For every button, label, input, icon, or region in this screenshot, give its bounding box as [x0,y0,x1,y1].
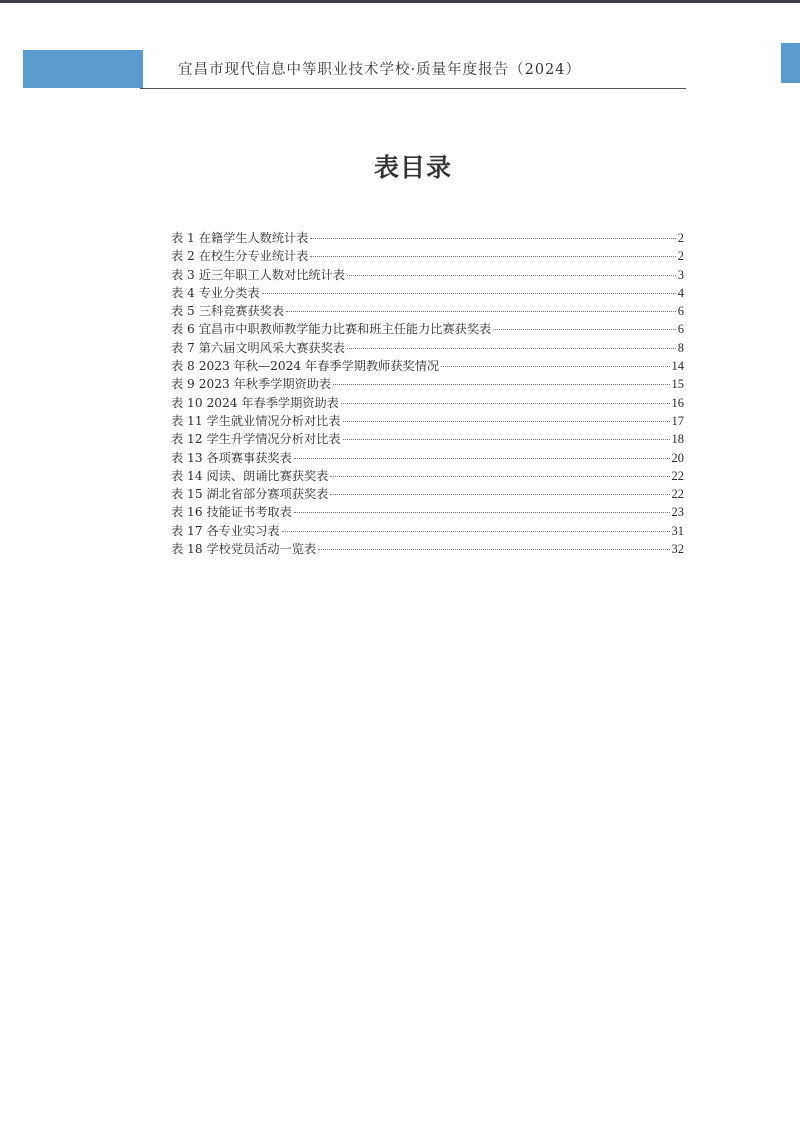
toc-dot-leader [330,476,669,477]
toc-entry-label: 表 1 在籍学生人数统计表 [171,231,309,245]
toc-entry[interactable] [171,357,684,375]
header-rule [140,88,686,89]
toc-entry[interactable] [171,266,684,284]
toc-entry[interactable] [171,522,684,540]
toc-entry-label: 表 15 湖北省部分赛项获奖表 [171,487,329,502]
scan-top-edge [0,0,800,3]
toc-entry-label: 表 3 近三年职工人数对比统计表 [171,267,345,282]
toc-entry[interactable] [171,229,684,247]
table-of-tables [171,229,684,558]
toc-dot-leader [441,366,669,367]
toc-dot-leader [493,329,676,330]
toc-dot-leader [286,311,676,312]
toc-entry-page-number: 20 [671,450,684,465]
toc-entry-page-number: 8 [677,340,684,355]
toc-entry-label: 表 10 2024 年春季学期资助表 [171,395,339,410]
toc-entry[interactable] [171,430,684,448]
toc-entry-page-number: 15 [671,377,684,392]
toc-entry-page-number: 2 [677,231,684,245]
toc-entry[interactable] [171,485,684,503]
toc-entry-label: 表 5 三科竞赛获奖表 [171,304,285,319]
toc-entry-page-number: 14 [671,359,684,374]
toc-dot-leader [282,531,670,532]
toc-dot-leader [347,348,676,349]
running-header-title: 宜昌市现代信息中等职业技术学校·质量年度报告（2024） [178,62,582,78]
toc-entry-label: 表 17 各专业实习表 [171,523,280,538]
toc-entry[interactable] [171,302,684,320]
header-accent-block-right [781,43,800,83]
header-accent-block-left [23,50,143,88]
toc-entry-label: 表 2 在校生分专业统计表 [171,249,309,264]
toc-entry[interactable] [171,320,684,338]
toc-dot-leader [330,494,669,495]
toc-entry-label: 表 6 宜昌市中职教师教学能力比赛和班主任能力比赛获奖表 [171,322,492,337]
toc-dot-leader [343,439,670,440]
toc-entry[interactable] [171,412,684,430]
toc-dot-leader [341,403,670,404]
toc-entry-page-number: 23 [671,505,684,520]
toc-dot-leader [310,238,675,239]
toc-entry-page-number: 22 [671,468,684,483]
toc-entry[interactable] [171,449,684,467]
toc-entry-label: 表 14 阅读、朗诵比赛获奖表 [171,468,329,483]
toc-entry-page-number: 31 [671,523,684,538]
toc-entry[interactable] [171,247,684,265]
toc-dot-leader [343,421,670,422]
toc-entry[interactable] [171,284,684,302]
toc-dot-leader [294,458,670,459]
toc-dot-leader [318,549,669,550]
toc-entry[interactable] [171,339,684,357]
toc-dot-leader [310,256,675,257]
toc-entry-page-number: 6 [677,322,684,337]
toc-entry-label: 表 18 学校党员活动一览表 [171,542,317,557]
toc-entry-label: 表 8 2023 年秋—2024 年春季学期教师获奖情况 [171,359,440,374]
toc-dot-leader [294,512,670,513]
toc-entry-label: 表 11 学生就业情况分析对比表 [171,413,341,428]
toc-entry-label: 表 12 学生升学情况分析对比表 [171,432,341,447]
toc-entry-page-number: 3 [677,267,684,282]
toc-entry[interactable] [171,394,684,412]
toc-entry-page-number: 22 [671,487,684,502]
toc-entry-label: 表 16 技能证书考取表 [171,505,292,520]
toc-dot-leader [262,293,676,294]
toc-entry-label: 表 4 专业分类表 [171,285,260,300]
toc-entry-page-number: 16 [671,395,684,410]
page-title: 表目录 [373,153,452,182]
toc-entry-label: 表 7 第六届文明风采大赛获奖表 [171,340,345,355]
toc-entry-page-number: 18 [671,432,684,447]
toc-entry[interactable] [171,503,684,521]
toc-entry-page-number: 2 [677,249,684,264]
toc-entry-label: 表 9 2023 年秋季学期资助表 [171,377,332,392]
toc-entry[interactable] [171,540,684,558]
toc-dot-leader [333,384,669,385]
toc-entry-page-number: 4 [677,285,684,300]
toc-entry-page-number: 32 [671,542,684,557]
toc-dot-leader [347,275,676,276]
toc-entry-page-number: 17 [671,413,684,428]
toc-entry-label: 表 13 各项赛事获奖表 [171,450,292,465]
toc-entry[interactable] [171,467,684,485]
toc-entry[interactable] [171,375,684,393]
toc-entry-page-number: 6 [677,304,684,319]
